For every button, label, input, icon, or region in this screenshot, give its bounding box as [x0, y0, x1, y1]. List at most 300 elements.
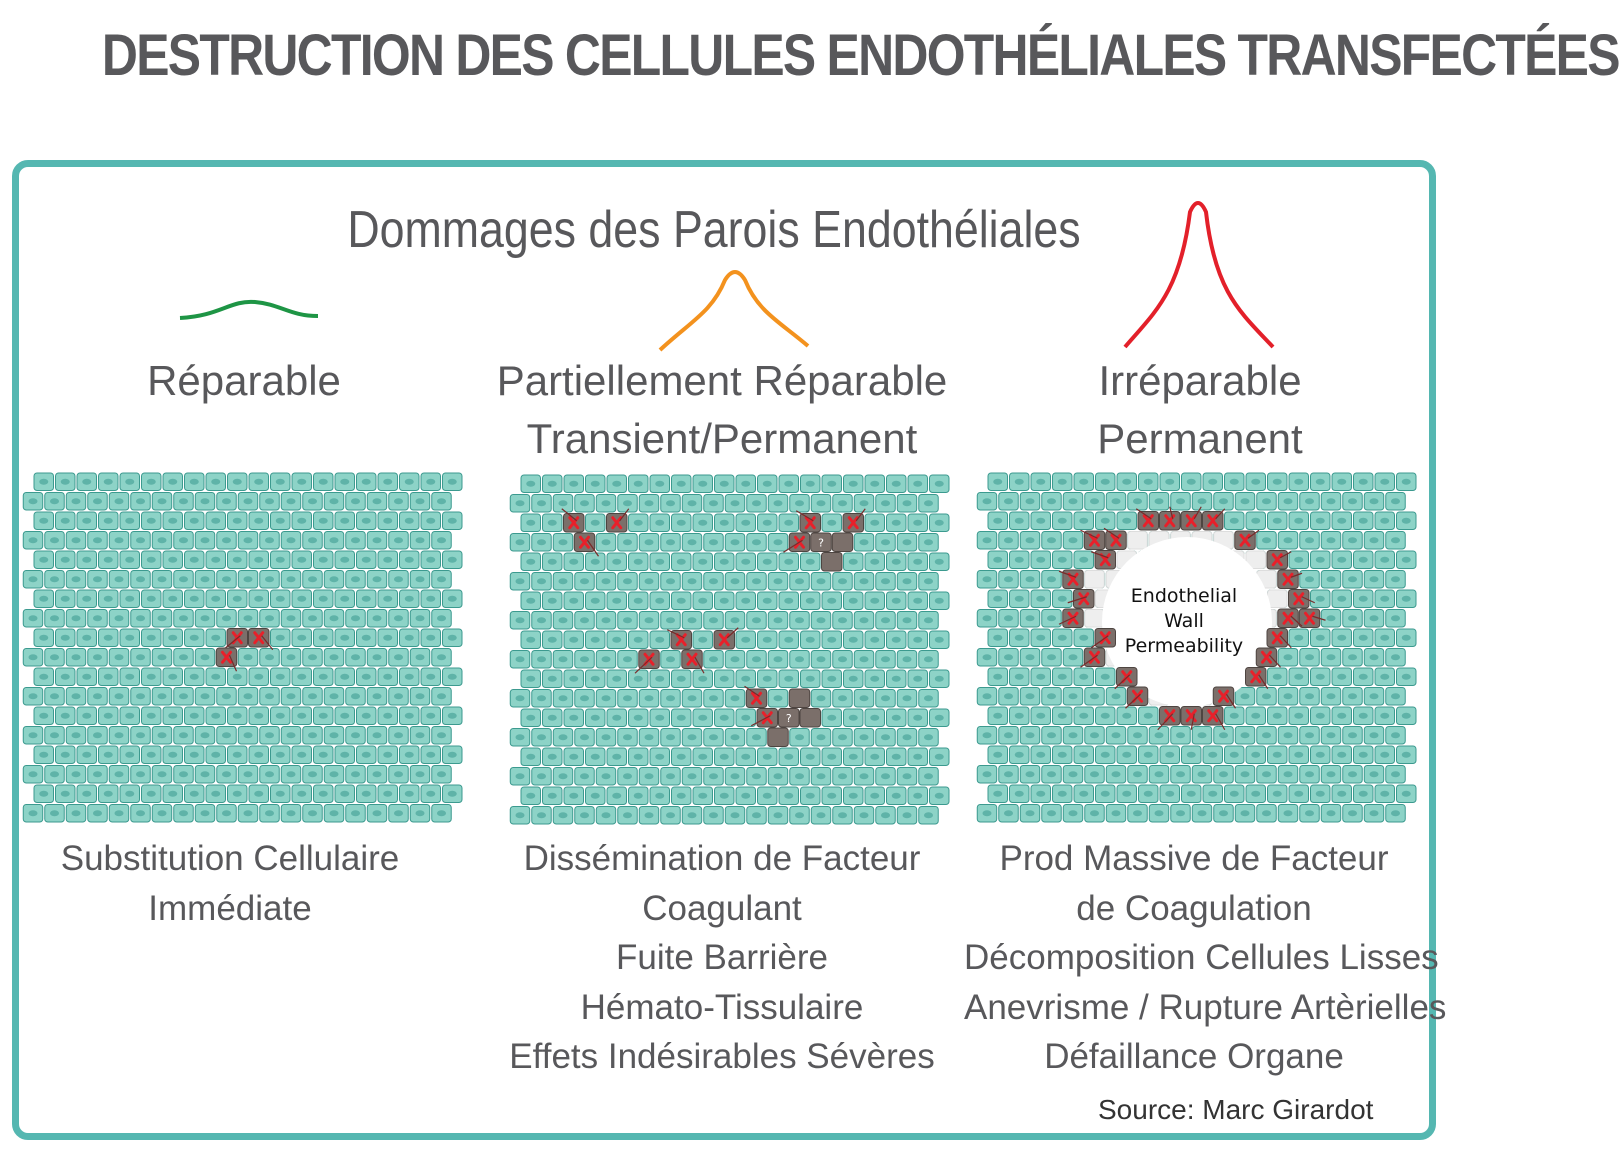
endothelial-cell — [195, 688, 215, 706]
endothelial-cell — [1386, 727, 1406, 745]
endothelial-cell — [988, 785, 1008, 803]
endothelial-cell — [811, 651, 831, 669]
endothelial-cell — [1042, 610, 1062, 628]
endothelial-cell — [650, 553, 670, 571]
endothelial-cell — [1300, 532, 1320, 550]
endothelial-cell — [1171, 493, 1191, 511]
endothelial-cell — [919, 768, 939, 786]
damaged-cell — [1136, 509, 1158, 530]
endothelial-cell — [443, 590, 463, 608]
endothelial-cell — [704, 690, 724, 708]
endothelial-cell — [34, 707, 54, 725]
endothelial-cell — [1321, 649, 1341, 667]
endothelial-cell — [400, 746, 420, 764]
endothelial-cell — [281, 571, 301, 589]
endothelial-cell — [432, 532, 452, 550]
endothelial-cell — [378, 590, 398, 608]
endothelial-cell — [1375, 512, 1395, 530]
endothelial-cell — [1278, 649, 1298, 667]
endothelial-cell — [822, 631, 842, 649]
endothelial-cell — [747, 534, 767, 552]
endothelial-cell — [1063, 532, 1083, 550]
endothelial-cell — [271, 512, 291, 530]
endothelial-cell — [99, 785, 119, 803]
endothelial-cell — [811, 495, 831, 513]
endothelial-cell — [432, 649, 452, 667]
endothelial-cell — [206, 629, 226, 647]
endothelial-cell — [34, 629, 54, 647]
endothelial-cell — [543, 670, 563, 688]
endothelial-cell — [152, 766, 172, 784]
endothelial-cell — [367, 610, 387, 628]
endothelial-cell — [238, 493, 258, 511]
endothelial-cell — [303, 688, 323, 706]
endothelial-cell — [120, 707, 140, 725]
endothelial-cell — [195, 610, 215, 628]
endothelial-cell — [142, 512, 162, 530]
endothelial-cell — [768, 573, 788, 591]
endothelial-cell — [378, 512, 398, 530]
endothelial-cell — [876, 651, 896, 669]
endothelial-cell — [346, 727, 366, 745]
damaged-cell — [223, 629, 247, 650]
endothelial-cell — [410, 649, 430, 667]
endothelial-cell — [532, 651, 552, 669]
endothelial-cell — [357, 668, 377, 686]
endothelial-cell — [844, 748, 864, 766]
endothelial-cell — [865, 787, 885, 805]
endothelial-cell — [1149, 805, 1169, 823]
endothelial-cell — [586, 514, 606, 532]
endothelial-cell — [66, 688, 86, 706]
endothelial-cell — [346, 649, 366, 667]
endothelial-cell — [56, 668, 76, 686]
endothelial-cell — [228, 668, 248, 686]
lost-cell — [1085, 571, 1105, 589]
endothelial-cell — [152, 493, 172, 511]
endothelial-cell — [185, 590, 205, 608]
endothelial-cell — [271, 746, 291, 764]
endothelial-cell — [897, 768, 917, 786]
endothelial-cell — [1343, 532, 1363, 550]
effect-line: Anevrisme / Rupture Artèrielles — [964, 987, 1447, 1027]
endothelial-cell — [1010, 785, 1030, 803]
endothelial-cell — [1063, 493, 1083, 511]
endothelial-cell — [260, 571, 280, 589]
endothelial-cell — [1031, 473, 1051, 491]
endothelial-cell — [432, 766, 452, 784]
endothelial-cell — [844, 592, 864, 610]
endothelial-cell — [335, 746, 355, 764]
endothelial-cell — [238, 532, 258, 550]
endothelial-cell — [1074, 551, 1094, 569]
damaged-cell — [768, 728, 789, 747]
endothelial-cell — [682, 573, 702, 591]
endothelial-cell — [715, 514, 735, 532]
effect-line: Défaillance Organe — [1044, 1037, 1344, 1076]
endothelial-cell — [1268, 512, 1288, 530]
endothelial-cell — [618, 495, 638, 513]
endothelial-cell — [822, 748, 842, 766]
endothelial-cell — [195, 766, 215, 784]
endothelial-cell — [1020, 571, 1040, 589]
endothelial-cell — [1386, 493, 1406, 511]
endothelial-cell — [543, 787, 563, 805]
endothelial-cell — [801, 670, 821, 688]
damaged-cell — [832, 533, 853, 552]
endothelial-cell — [152, 532, 172, 550]
endothelial-cell — [725, 807, 745, 825]
endothelial-cell — [532, 690, 552, 708]
endothelial-cell — [1106, 766, 1126, 784]
damaged-cell — [779, 709, 800, 728]
endothelial-cell — [77, 473, 97, 491]
endothelial-cell — [1246, 512, 1266, 530]
permeability-label: Permeability — [1124, 635, 1244, 657]
endothelial-cell — [1268, 668, 1288, 686]
endothelial-cell — [228, 473, 248, 491]
endothelial-cell — [238, 649, 258, 667]
endothelial-cell — [908, 553, 928, 571]
endothelial-cell — [109, 727, 129, 745]
damaged-cell — [1115, 668, 1137, 689]
endothelial-cell — [303, 727, 323, 745]
endothelial-cell — [109, 766, 129, 784]
damaged-cell — [1278, 570, 1302, 589]
endothelial-cell — [1300, 766, 1320, 784]
endothelial-cell — [725, 573, 745, 591]
endothelial-cell — [586, 709, 606, 727]
endothelial-cell — [586, 787, 606, 805]
endothelial-cell — [1354, 707, 1374, 725]
endothelial-cell — [661, 729, 681, 747]
endothelial-cell — [228, 590, 248, 608]
endothelial-cell — [1321, 688, 1341, 706]
endothelial-cell — [1074, 707, 1094, 725]
endothelial-cell — [1074, 668, 1094, 686]
endothelial-cell — [120, 590, 140, 608]
endothelial-cell — [324, 766, 344, 784]
endothelial-cell — [693, 670, 713, 688]
endothelial-cell — [1321, 805, 1341, 823]
endothelial-cell — [1192, 727, 1212, 745]
endothelial-cell — [1332, 707, 1352, 725]
endothelial-cell — [650, 787, 670, 805]
endothelial-cell — [908, 787, 928, 805]
endothelial-cell — [725, 729, 745, 747]
unknown-mark: ? — [785, 711, 792, 725]
endothelial-cell — [1386, 805, 1406, 823]
endothelial-cell — [421, 785, 441, 803]
endothelial-cell — [206, 473, 226, 491]
endothelial-cell — [822, 475, 842, 493]
endothelial-cell — [1268, 707, 1288, 725]
endothelial-cell — [704, 612, 724, 630]
endothelial-cell — [99, 473, 119, 491]
endothelial-cell — [410, 493, 430, 511]
endothelial-cell — [1386, 649, 1406, 667]
endothelial-cell — [238, 688, 258, 706]
endothelial-cell — [876, 612, 896, 630]
endothelial-cell — [185, 707, 205, 725]
endothelial-cell — [790, 573, 810, 591]
endothelial-cell — [303, 649, 323, 667]
endothelial-cell — [195, 805, 215, 823]
endothelial-cell — [281, 649, 301, 667]
endothelial-cell — [1364, 571, 1384, 589]
endothelial-cell — [1053, 746, 1073, 764]
endothelial-cell — [575, 690, 595, 708]
endothelial-cell — [607, 553, 627, 571]
endothelial-cell — [1128, 805, 1148, 823]
endothelial-cell — [292, 590, 312, 608]
endothelial-cell — [152, 805, 172, 823]
damaged-cell — [1091, 629, 1115, 648]
endothelial-cell — [109, 610, 129, 628]
endothelial-cell — [865, 709, 885, 727]
endothelial-cell — [217, 493, 237, 511]
endothelial-cell — [1375, 746, 1395, 764]
endothelial-cell — [618, 534, 638, 552]
endothelial-cell — [335, 707, 355, 725]
endothelial-cell — [281, 727, 301, 745]
endothelial-cell — [977, 766, 997, 784]
endothelial-cell — [1375, 590, 1395, 608]
endothelial-cell — [346, 493, 366, 511]
endothelial-cell — [650, 475, 670, 493]
endothelial-cell — [1289, 473, 1309, 491]
endothelial-cell — [618, 729, 638, 747]
endothelial-cell — [736, 709, 756, 727]
endothelial-cell — [930, 670, 950, 688]
endothelial-cell — [314, 668, 334, 686]
endothelial-cell — [206, 512, 226, 530]
endothelial-cell — [292, 668, 312, 686]
endothelial-cell — [410, 532, 430, 550]
endothelial-cell — [779, 514, 799, 532]
effect-line: Prod Massive de Facteur — [999, 839, 1389, 878]
endothelial-cell — [174, 532, 194, 550]
endothelial-cell — [324, 493, 344, 511]
endothelial-cell — [908, 592, 928, 610]
endothelial-cell — [553, 807, 573, 825]
endothelial-cell — [378, 785, 398, 803]
endothelial-cell — [1149, 766, 1169, 784]
endothelial-cell — [109, 805, 129, 823]
endothelial-cell — [758, 514, 778, 532]
endothelial-cell — [367, 649, 387, 667]
endothelial-cell — [768, 651, 788, 669]
endothelial-cell — [324, 532, 344, 550]
endothelial-cell — [811, 729, 831, 747]
endothelial-cell — [400, 629, 420, 647]
endothelial-cell — [1343, 805, 1363, 823]
endothelial-cell — [1063, 766, 1083, 784]
endothelial-cell — [811, 690, 831, 708]
endothelial-cell — [629, 631, 649, 649]
endothelial-cell — [768, 612, 788, 630]
severity-curve-low — [170, 290, 330, 330]
endothelial-cell — [23, 532, 43, 550]
endothelial-cell — [887, 475, 907, 493]
endothelial-cell — [629, 748, 649, 766]
endothelial-cell — [854, 690, 874, 708]
endothelial-cell — [367, 766, 387, 784]
endothelial-cell — [1397, 473, 1417, 491]
endothelial-cell — [1053, 473, 1073, 491]
endothelial-cell — [532, 534, 552, 552]
damaged-cell — [1081, 530, 1105, 549]
endothelial-cell — [897, 690, 917, 708]
endothelial-cell — [99, 746, 119, 764]
endothelial-cell — [1375, 707, 1395, 725]
endothelial-cell — [887, 553, 907, 571]
endothelial-cell — [661, 612, 681, 630]
endothelial-cell — [811, 768, 831, 786]
endothelial-cell — [443, 785, 463, 803]
endothelial-cell — [543, 475, 563, 493]
endothelial-cell — [410, 805, 430, 823]
damaged-cell — [811, 533, 832, 552]
endothelial-cell — [1053, 512, 1073, 530]
endothelial-cell — [897, 729, 917, 747]
endothelial-cell — [822, 514, 842, 532]
endothelial-cell — [367, 532, 387, 550]
endothelial-cell — [543, 709, 563, 727]
endothelial-cell — [1096, 473, 1116, 491]
endothelial-cell — [564, 748, 584, 766]
endothelial-cell — [346, 571, 366, 589]
endothelial-cell — [88, 688, 108, 706]
endothelial-cell — [999, 493, 1019, 511]
endothelial-cell — [23, 493, 43, 511]
endothelial-cell — [1149, 493, 1169, 511]
endothelial-cell — [163, 746, 183, 764]
endothelial-cell — [1386, 571, 1406, 589]
endothelial-cell — [988, 707, 1008, 725]
endothelial-cell — [131, 610, 151, 628]
endothelial-cell — [367, 571, 387, 589]
damaged-cell — [796, 511, 820, 532]
endothelial-cell — [335, 512, 355, 530]
endothelial-cell — [152, 571, 172, 589]
endothelial-cell — [1278, 766, 1298, 784]
endothelial-cell — [988, 668, 1008, 686]
endothelial-cell — [618, 690, 638, 708]
endothelial-cell — [908, 709, 928, 727]
endothelial-cell — [303, 610, 323, 628]
endothelial-cell — [629, 514, 649, 532]
endothelial-cell — [443, 668, 463, 686]
endothelial-cell — [736, 592, 756, 610]
endothelial-cell — [704, 651, 724, 669]
endothelial-cell — [292, 629, 312, 647]
damaged-cell — [1213, 687, 1235, 708]
endothelial-cell — [715, 748, 735, 766]
endothelial-cell — [357, 785, 377, 803]
endothelial-cell — [1214, 493, 1234, 511]
endothelial-cell — [34, 590, 54, 608]
endothelial-cell — [389, 766, 409, 784]
damaged-cell — [1081, 648, 1105, 667]
endothelial-cell — [1289, 629, 1309, 647]
endothelial-cell — [977, 532, 997, 550]
endothelial-cell — [715, 787, 735, 805]
endothelial-cell — [142, 707, 162, 725]
endothelial-cell — [510, 534, 530, 552]
endothelial-cell — [346, 532, 366, 550]
endothelial-cell — [228, 512, 248, 530]
endothelial-cell — [844, 553, 864, 571]
endothelial-cell — [346, 805, 366, 823]
endothelial-cell — [1225, 707, 1245, 725]
endothelial-cell — [443, 746, 463, 764]
endothelial-cell — [1160, 785, 1180, 803]
endothelial-cell — [822, 592, 842, 610]
endothelial-cell — [1106, 727, 1126, 745]
endothelial-cell — [142, 668, 162, 686]
endothelial-cell — [206, 785, 226, 803]
endothelial-cell — [779, 631, 799, 649]
endothelial-cell — [1354, 473, 1374, 491]
endothelial-cell — [1332, 512, 1352, 530]
endothelial-cell — [217, 727, 237, 745]
endothelial-cell — [1010, 551, 1030, 569]
endothelial-cell — [999, 688, 1019, 706]
endothelial-cell — [1139, 707, 1159, 725]
endothelial-cell — [1397, 590, 1417, 608]
damaged-cell — [1267, 629, 1291, 648]
endothelial-cell — [704, 807, 724, 825]
endothelial-cell — [887, 670, 907, 688]
endothelial-cell — [510, 573, 530, 591]
endothelial-cell — [1042, 688, 1062, 706]
endothelial-cell — [629, 553, 649, 571]
endothelial-cell — [1139, 785, 1159, 803]
endothelial-cell — [1085, 805, 1105, 823]
endothelial-cell — [1042, 766, 1062, 784]
endothelial-cell — [661, 651, 681, 669]
endothelial-cell — [672, 475, 692, 493]
endothelial-cell — [260, 688, 280, 706]
endothelial-cell — [1096, 746, 1116, 764]
endothelial-cell — [1042, 532, 1062, 550]
endothelial-cell — [1085, 493, 1105, 511]
endothelial-cell — [1300, 493, 1320, 511]
endothelial-cell — [389, 532, 409, 550]
endothelial-cell — [1182, 785, 1202, 803]
endothelial-cell — [56, 707, 76, 725]
endothelial-cell — [704, 729, 724, 747]
endothelial-cell — [897, 807, 917, 825]
endothelial-cell — [1268, 785, 1288, 803]
endothelial-cell — [443, 551, 463, 569]
endothelial-cell — [389, 727, 409, 745]
endothelial-cell — [1063, 649, 1083, 667]
endothelial-cell — [919, 690, 939, 708]
endothelial-cell — [854, 573, 874, 591]
endothelial-cell — [77, 785, 97, 803]
endothelial-cell — [999, 532, 1019, 550]
endothelial-cell — [217, 571, 237, 589]
endothelial-cell — [324, 571, 344, 589]
endothelial-cell — [618, 612, 638, 630]
effect-line: Coagulant — [642, 888, 802, 928]
endothelial-cell — [410, 610, 430, 628]
endothelial-cell — [897, 651, 917, 669]
endothelial-cell — [88, 727, 108, 745]
endothelial-cell — [865, 475, 885, 493]
